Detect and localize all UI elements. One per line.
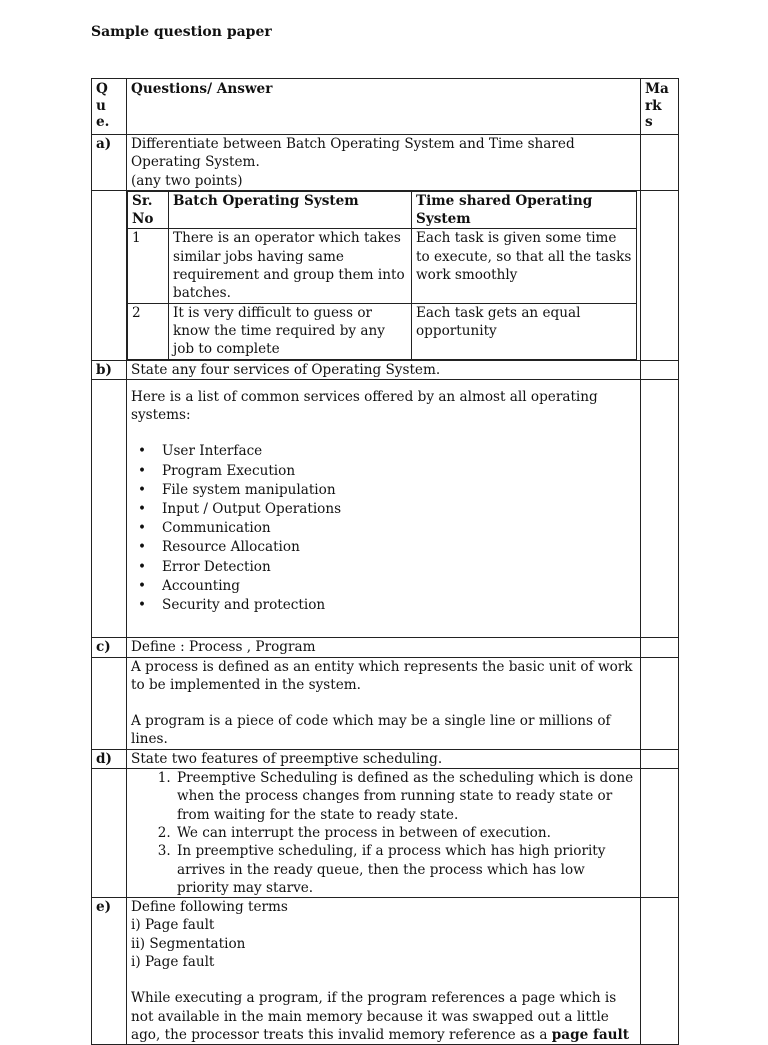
list-item: • Security and protection <box>162 596 636 615</box>
list-item: 2. We can interrupt the process in between of execution. <box>175 824 636 842</box>
list-item: • File system manipulation <box>162 481 636 500</box>
question-row-a <box>92 135 679 191</box>
col-sr-no: Sr. No <box>128 191 169 229</box>
comparison-header-row <box>128 191 637 229</box>
services-intro: Here is a list of common services offered by an almost all operating systems: <box>131 388 598 424</box>
marks-e <box>641 898 679 1045</box>
que-header: Q u e. <box>92 79 127 135</box>
row-sr: 1 <box>128 229 169 303</box>
question-row-c <box>92 638 679 657</box>
answer-b <box>127 379 641 637</box>
services-list <box>131 442 636 615</box>
question-label-e: e) <box>92 898 127 1045</box>
question-row-d <box>92 749 679 768</box>
question-label-a: a) <box>92 135 127 191</box>
program-definition: A program is a piece of code which may be a single line or millions of lines. <box>131 713 611 748</box>
list-item: • Accounting <box>162 577 636 596</box>
question-b: State any four services of Operating System. <box>127 360 641 379</box>
list-item: • Program Execution <box>162 462 636 481</box>
question-label-b: b) <box>92 360 127 379</box>
list-item: 3. In preemptive scheduling, if a process which has high priority arrives in the ready queue, then the process which has low priority may starve. <box>175 842 636 897</box>
col-batch-os: Batch Operating System <box>169 191 412 229</box>
question-a-note: (any two points) <box>131 172 243 189</box>
question-label-d: d) <box>92 749 127 768</box>
process-definition: A process is defined as an entity which represents the basic unit of work to be implemented in the system. <box>131 658 633 693</box>
list-item: • Input / Output Operations <box>162 500 636 519</box>
col-time-shared-os: Time shared Operating System <box>412 191 637 229</box>
page-fault-text: While executing a program, if the program references a page which is not available in the main memory because it was swapped out a little ago, the processor treats this invalid memory reference as a <box>131 990 617 1043</box>
list-item: • Communication <box>162 519 636 538</box>
term: ii) Segmentation <box>131 935 246 952</box>
row-batch: There is an operator which takes similar jobs having same requirement and group them into batches. <box>169 229 412 303</box>
answer-c <box>127 657 641 749</box>
row-sr: 2 <box>128 303 169 359</box>
questions-header: Questions/ Answer <box>127 79 641 135</box>
comparison-row <box>128 229 637 303</box>
row-time: Each task is given some time to execute, so that all the tasks work smoothly <box>412 229 637 303</box>
comparison-table <box>127 191 637 360</box>
answer-row-d <box>92 769 679 898</box>
comparison-row <box>128 303 637 359</box>
question-table <box>91 78 679 1045</box>
term: i) Page fault <box>131 954 215 971</box>
question-c: Define : Process , Program <box>127 638 641 657</box>
row-time: Each task gets an equal opportunity <box>412 303 637 359</box>
answer-row-a <box>92 190 679 360</box>
answer-row-c <box>92 657 679 749</box>
list-item: • Resource Allocation <box>162 538 636 557</box>
answer-d <box>127 769 641 898</box>
question-d: State two features of preemptive scheduling. <box>127 749 641 768</box>
question-text-a <box>127 135 641 191</box>
marks-c <box>641 638 679 657</box>
question-e-text: Define following terms <box>131 899 288 916</box>
question-row-e <box>92 898 679 1045</box>
header-row <box>92 79 679 135</box>
page-fault-term: page fault <box>551 1026 629 1043</box>
list-item: • Error Detection <box>162 558 636 577</box>
term: i) Page fault <box>131 917 215 934</box>
question-label-c: c) <box>92 638 127 657</box>
list-item: 1. Preemptive Scheduling is defined as the scheduling which is done when the process changes from running state to ready state or from waiting for the state to ready state. <box>175 769 636 824</box>
marks-d <box>641 749 679 768</box>
page-title: Sample question paper <box>91 24 272 40</box>
marks-a <box>641 135 679 191</box>
question-a: Differentiate between Batch Operating System and Time shared Operating System. <box>131 136 575 171</box>
page-fault-answer <box>131 989 636 1044</box>
features-list <box>131 769 636 897</box>
row-batch: It is very difficult to guess or know the time required by any job to complete <box>169 303 412 359</box>
marks-header: Ma rk s <box>641 79 679 135</box>
question-row-b <box>92 360 679 379</box>
answer-row-b <box>92 379 679 637</box>
answer-a <box>127 190 641 360</box>
marks-b <box>641 360 679 379</box>
list-item: • User Interface <box>162 442 636 461</box>
question-e <box>127 898 641 1045</box>
